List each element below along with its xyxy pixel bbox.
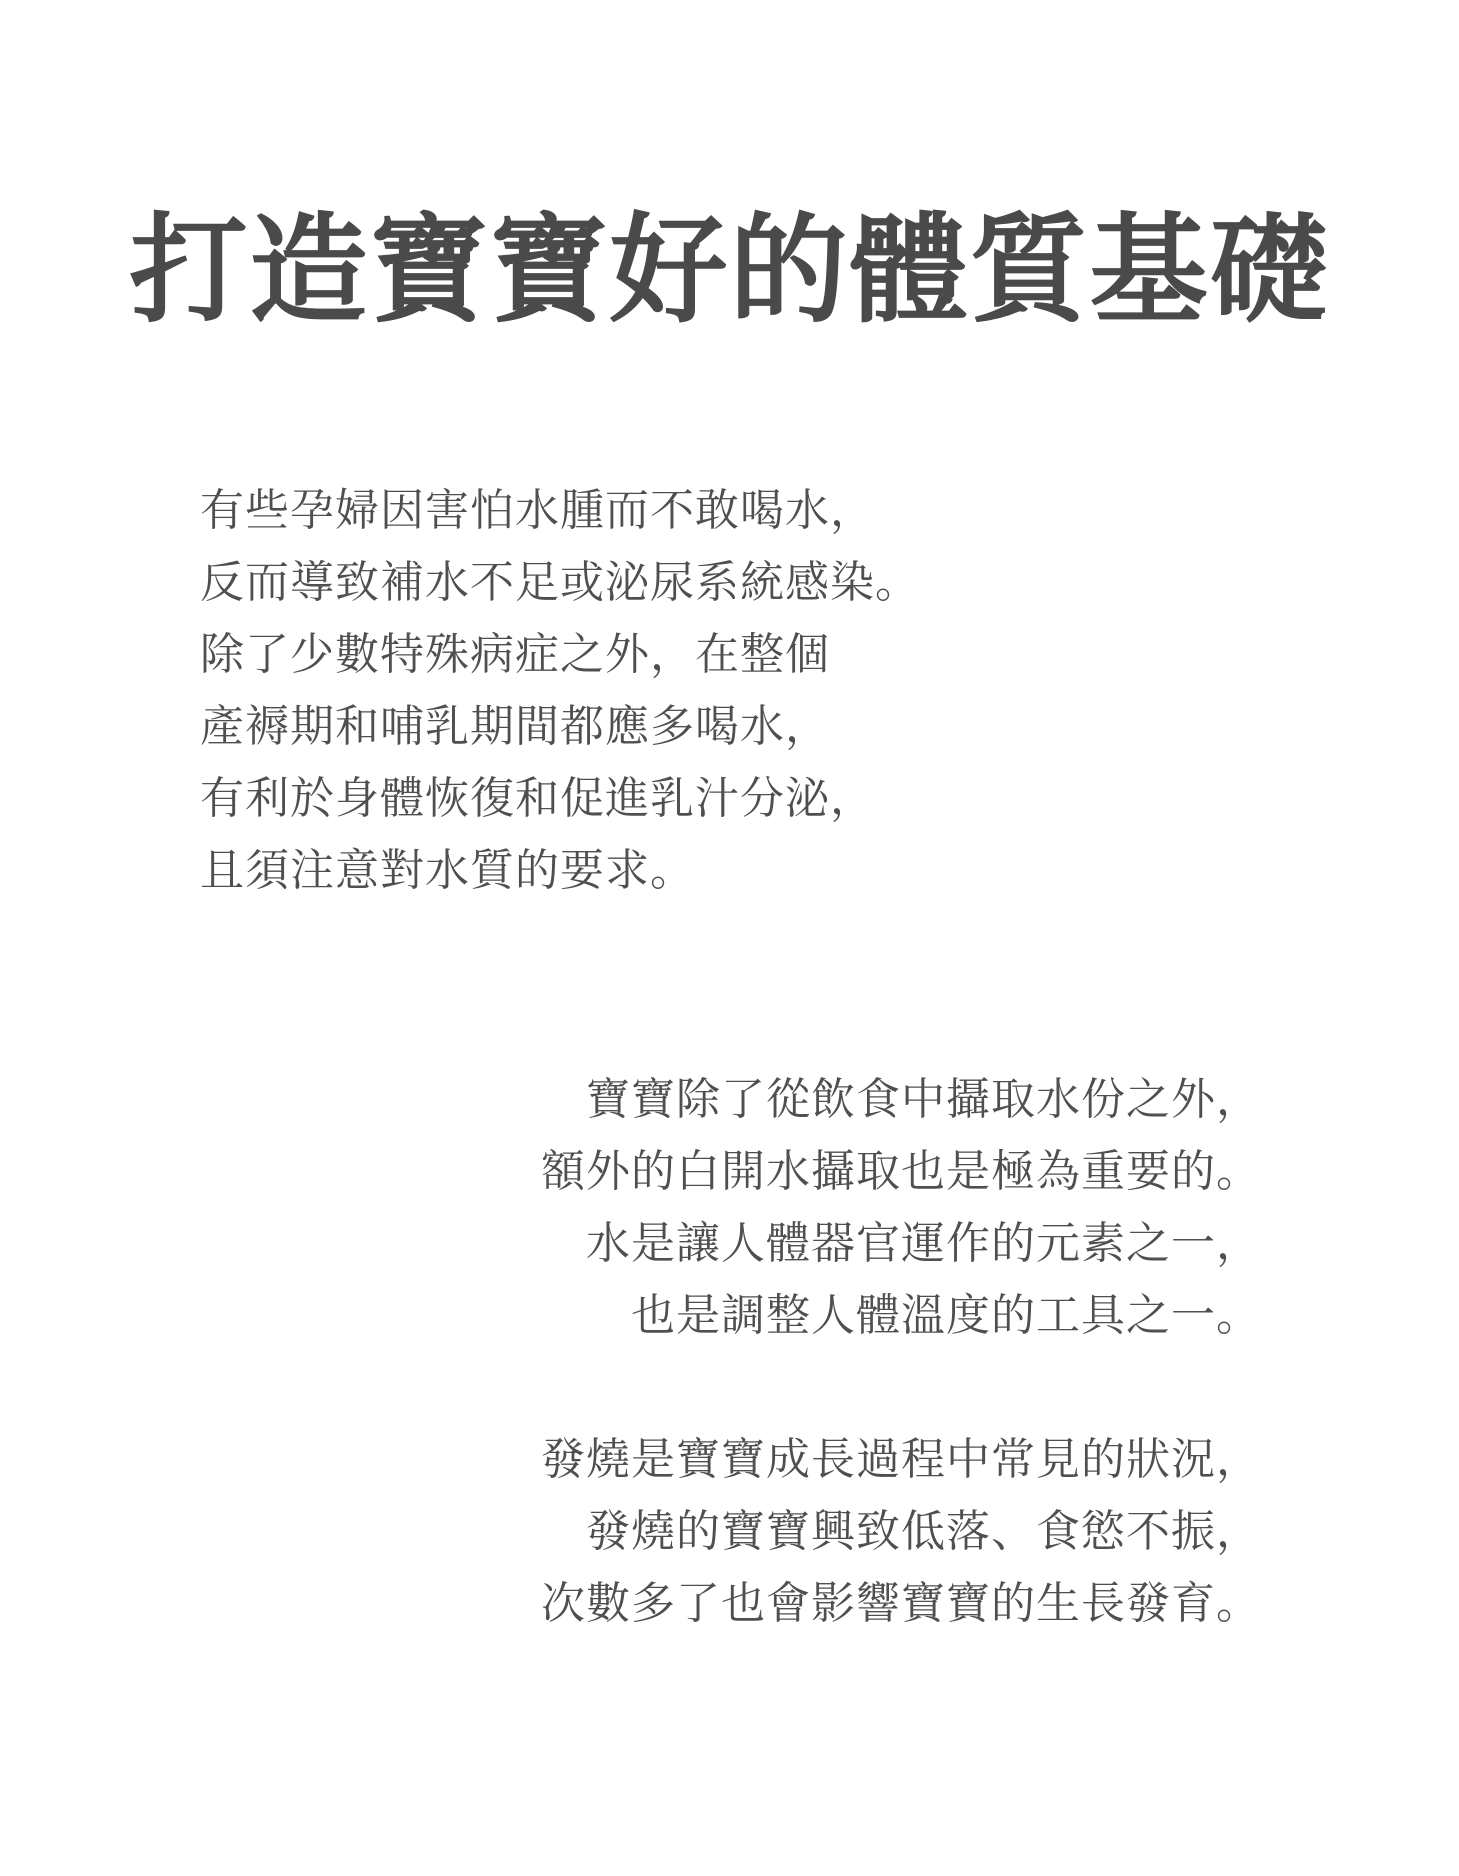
paragraph-line: 有些孕婦因害怕水腫而不敢喝水， [200,485,875,536]
paragraph-line: 除了少數特殊病症之外，在整個 [200,629,830,680]
fever-paragraph [541,1424,1261,1640]
paragraph-line: 次數多了也會影響寶寶的生長發育。 [541,1578,1261,1629]
paragraph-line: 產褥期和哺乳期間都應多喝水， [200,701,830,752]
intro-paragraph [200,475,920,907]
paragraph-line: 且須注意對水質的要求。 [200,845,695,896]
paragraph-line: 有利於身體恢復和促進乳汁分泌， [200,773,875,824]
paragraph-line: 發燒的寶寶興致低落、食慾不振， [586,1506,1261,1557]
paragraph-line: 發燒是寶寶成長過程中常見的狀況， [541,1434,1261,1485]
paragraph-line: 寶寶除了從飲食中攝取水份之外， [586,1074,1261,1125]
paragraph-line: 反而導致補水不足或泌尿系統感染。 [200,557,920,608]
paragraph-line: 額外的白開水攝取也是極為重要的。 [541,1146,1261,1197]
paragraph-line: 水是讓人體器官運作的元素之一， [586,1218,1261,1269]
water-intake-paragraph [541,1064,1261,1352]
page-title: 打造寶寶好的體質基礎 [129,201,1330,339]
paragraph-line: 也是調整人體溫度的工具之一。 [631,1290,1261,1341]
